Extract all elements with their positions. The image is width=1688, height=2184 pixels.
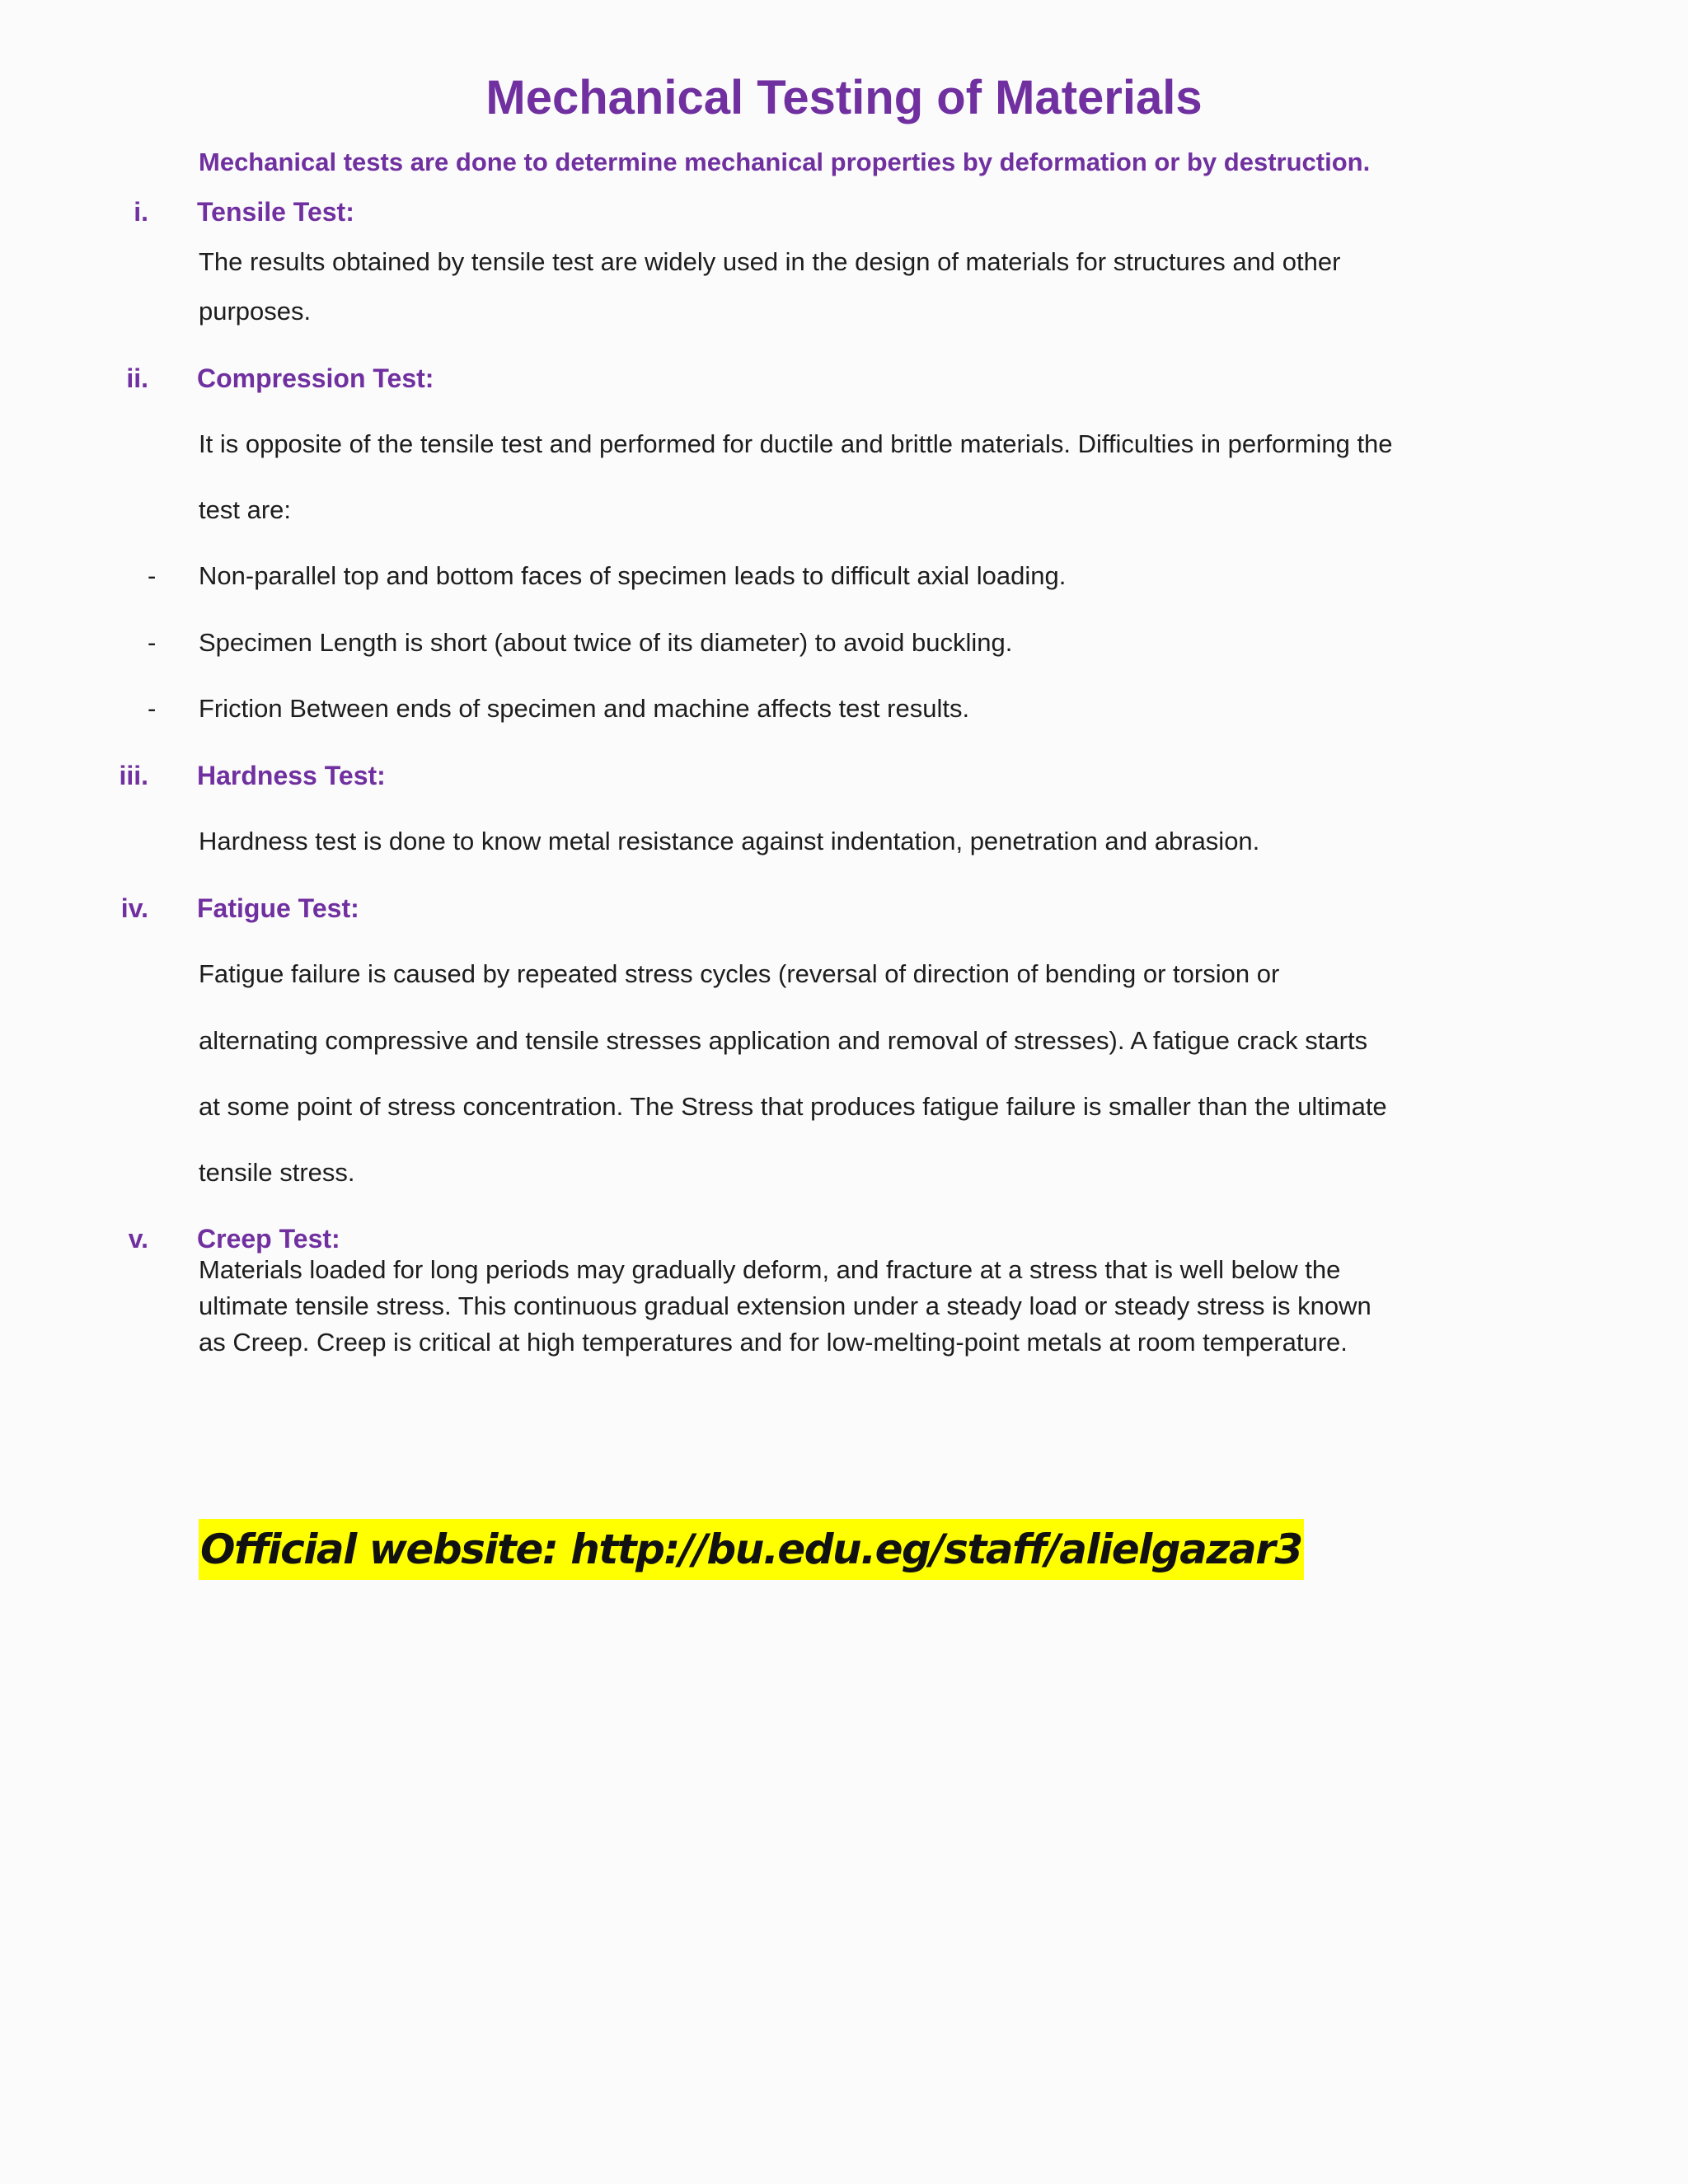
section-title: Creep Test: — [197, 1224, 340, 1254]
list-item-text: Specimen Length is short (about twice of its diameter) to avoid buckling. — [199, 628, 1013, 657]
bullet-dash: - — [148, 561, 157, 590]
section-number: iv. — [120, 893, 148, 923]
paragraph-line: purposes. — [199, 297, 312, 326]
paragraph-line: Hardness test is done to know metal resistance against indentation, penetration and abrasion. — [199, 827, 1260, 855]
section-title: Hardness Test: — [197, 761, 386, 790]
section-title: Fatigue Test: — [197, 893, 359, 923]
paragraph-line: Materials loaded for long periods may gradually deform, and fracture at a stress that is well below the — [199, 1255, 1341, 1284]
section-number: iii. — [119, 761, 148, 790]
paragraph-line: Fatigue failure is caused by repeated stress cycles (reversal of direction of bending or torsion or — [199, 959, 1280, 988]
section-title: Compression Test: — [197, 363, 434, 393]
paragraph-line: ultimate tensile stress. This continuous gradual extension under a steady load or steady stress is known — [199, 1291, 1372, 1320]
bullet-dash: - — [148, 694, 157, 723]
list-item-text: Non-parallel top and bottom faces of specimen leads to difficult axial loading. — [199, 561, 1067, 590]
bullet-dash: - — [148, 628, 157, 657]
intro-statement: Mechanical tests are done to determine mechanical properties by deformation or by destruction. — [199, 148, 1371, 176]
official-website-highlight: Official website: http://bu.edu.eg/staff/alielgazar3 — [199, 1519, 1304, 1580]
section-number: ii. — [126, 363, 148, 393]
paragraph-line: at some point of stress concentration. The Stress that produces fatigue failure is smaller than the ultimate — [199, 1092, 1387, 1121]
paragraph-line: tensile stress. — [199, 1158, 355, 1187]
paragraph-line: The results obtained by tensile test are widely used in the design of materials for structures and other — [199, 247, 1341, 276]
section-number: v. — [128, 1224, 148, 1254]
paragraph-line: It is opposite of the tensile test and performed for ductile and brittle materials. Difficulties in performing the — [199, 429, 1393, 458]
paragraph-line: as Creep. Creep is critical at high temperatures and for low-melting-point metals at room temperature. — [199, 1328, 1348, 1357]
section-title: Tensile Test: — [197, 197, 354, 227]
page-title: Mechanical Testing of Materials — [485, 71, 1203, 124]
paragraph-line: test are: — [199, 495, 291, 524]
section-number: i. — [134, 197, 148, 227]
list-item-text: Friction Between ends of specimen and machine affects test results. — [199, 694, 970, 723]
paragraph-line: alternating compressive and tensile stresses application and removal of stresses). A fatigue crack starts — [199, 1026, 1368, 1055]
